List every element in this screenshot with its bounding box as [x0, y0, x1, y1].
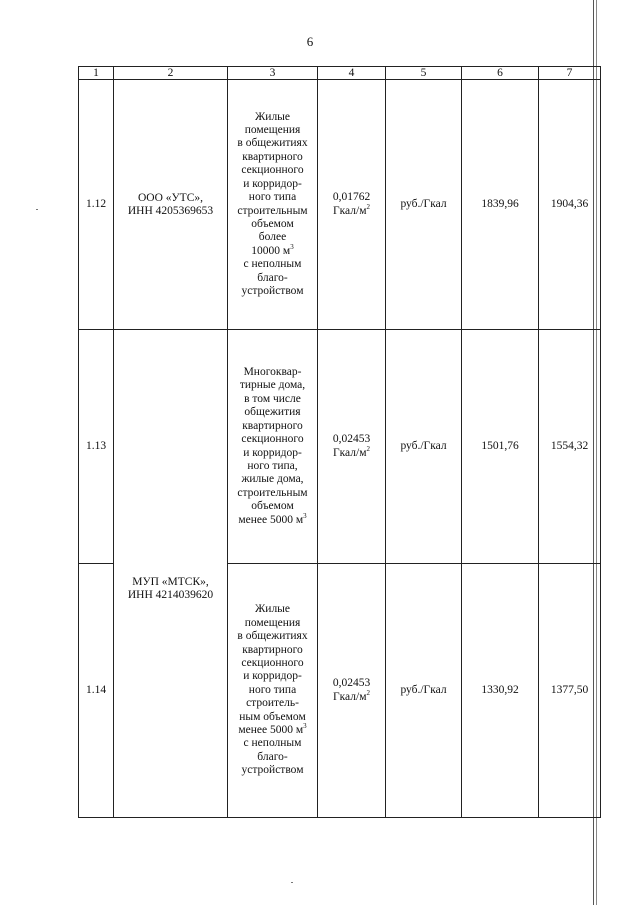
table-row — [79, 330, 601, 564]
description-line: помещения — [244, 124, 301, 137]
norm-cell — [318, 330, 386, 564]
description-line: и корридор- — [243, 177, 302, 190]
column-number-row — [79, 67, 601, 80]
description-line: в общежитиях — [237, 630, 308, 643]
norm-unit-line — [321, 444, 382, 460]
column-number: 4 — [318, 67, 386, 80]
norm-unit: Гкал/м — [333, 204, 367, 217]
description-line: в общежитиях — [237, 137, 308, 150]
organization-cell — [114, 330, 228, 818]
tariff-table — [78, 66, 601, 818]
column-number: 1 — [79, 67, 114, 80]
superscript: 3 — [303, 722, 307, 731]
description-line: и корридор- — [243, 446, 302, 459]
norm-value: 0,02453 — [332, 433, 371, 446]
description-line: секционного — [241, 656, 304, 669]
description-line: ного типа, — [247, 459, 298, 472]
norm-unit: Гкал/м — [333, 690, 367, 703]
description-line: строительным — [237, 486, 308, 499]
column-number: 7 — [539, 67, 601, 80]
description-cell — [228, 564, 318, 818]
superscript: 2 — [366, 444, 370, 453]
value-6-cell: 1501,76 — [462, 330, 539, 564]
description-line: квартирного — [242, 643, 303, 656]
description-line: жилые дома, — [241, 473, 304, 486]
value-7-cell: 1904,36 — [539, 80, 601, 330]
value-7-cell: 1377,50 — [539, 564, 601, 818]
description-line: с неполным — [243, 258, 302, 271]
description-line: Жилые — [254, 110, 291, 123]
norm-unit: Гкал/м — [333, 446, 367, 459]
description-line: общежития — [244, 406, 301, 419]
scan-speck — [36, 209, 38, 210]
column-number: 3 — [228, 67, 318, 80]
row-number: 1.14 — [79, 564, 114, 818]
organization-inn: ИНН 4205369653 — [127, 204, 214, 217]
description-line: объемом — [251, 217, 294, 230]
description-line: благо- — [257, 750, 288, 763]
superscript: 2 — [366, 202, 370, 211]
superscript: 3 — [303, 511, 307, 520]
description-line: более — [258, 231, 287, 244]
description-line: секционного — [241, 433, 304, 446]
superscript: 2 — [366, 688, 370, 697]
value-6-cell: 1330,92 — [462, 564, 539, 818]
description-line: квартирного — [242, 419, 303, 432]
description-line: Жилые — [254, 603, 291, 616]
norm-cell — [318, 80, 386, 330]
column-number: 6 — [462, 67, 539, 80]
description-line: устройством — [241, 764, 304, 777]
description-line: ного типа — [248, 683, 297, 696]
norm-value: 0,01762 — [332, 191, 371, 204]
description-cell — [228, 330, 318, 564]
description-line: секционного — [241, 164, 304, 177]
description-line — [231, 242, 314, 258]
organization-inn: ИНН 4214039620 — [127, 588, 214, 601]
norm-cell — [318, 564, 386, 818]
organization-cell — [114, 80, 228, 330]
organization-name: ООО «УТС», — [137, 191, 203, 204]
description-line: строительным — [237, 204, 308, 217]
organization-name: МУП «МТСК», — [132, 575, 209, 588]
description-line: строитель- — [246, 697, 299, 710]
column-number: 5 — [386, 67, 462, 80]
description-line: ным объемом — [239, 710, 306, 723]
description-line: помещения — [244, 616, 301, 629]
description-line — [231, 511, 314, 527]
page-number: 6 — [306, 34, 314, 49]
superscript: 3 — [290, 242, 294, 251]
table-row — [79, 80, 601, 330]
norm-value: 0,02453 — [332, 677, 371, 690]
description-line: ного типа — [248, 191, 297, 204]
description-line: объемом — [251, 500, 294, 513]
description-line: с неполным — [243, 737, 302, 750]
description-text: 10000 м — [251, 244, 291, 257]
unit-cell: руб./Гкал — [386, 564, 462, 818]
description-line: квартирного — [242, 150, 303, 163]
column-number: 2 — [114, 67, 228, 80]
scan-speck — [291, 882, 293, 883]
description-line: в том числе — [244, 392, 301, 405]
description-text: менее 5000 м — [238, 724, 304, 737]
row-number: 1.13 — [79, 330, 114, 564]
description-line — [231, 724, 314, 737]
description-line: Многоквар- — [243, 366, 302, 379]
description-line: устройством — [241, 284, 304, 297]
norm-unit-line — [321, 202, 382, 218]
value-6-cell: 1839,96 — [462, 80, 539, 330]
unit-cell: руб./Гкал — [386, 330, 462, 564]
description-line: тирные дома, — [239, 379, 306, 392]
unit-cell: руб./Гкал — [386, 80, 462, 330]
description-line: благо- — [257, 271, 288, 284]
description-line: и корридор- — [243, 670, 302, 683]
description-text: менее 5000 м — [238, 513, 304, 526]
description-cell — [228, 80, 318, 330]
organization-block — [117, 576, 224, 602]
row-number: 1.12 — [79, 80, 114, 330]
value-7-cell: 1554,32 — [539, 330, 601, 564]
norm-unit-line — [321, 688, 382, 704]
